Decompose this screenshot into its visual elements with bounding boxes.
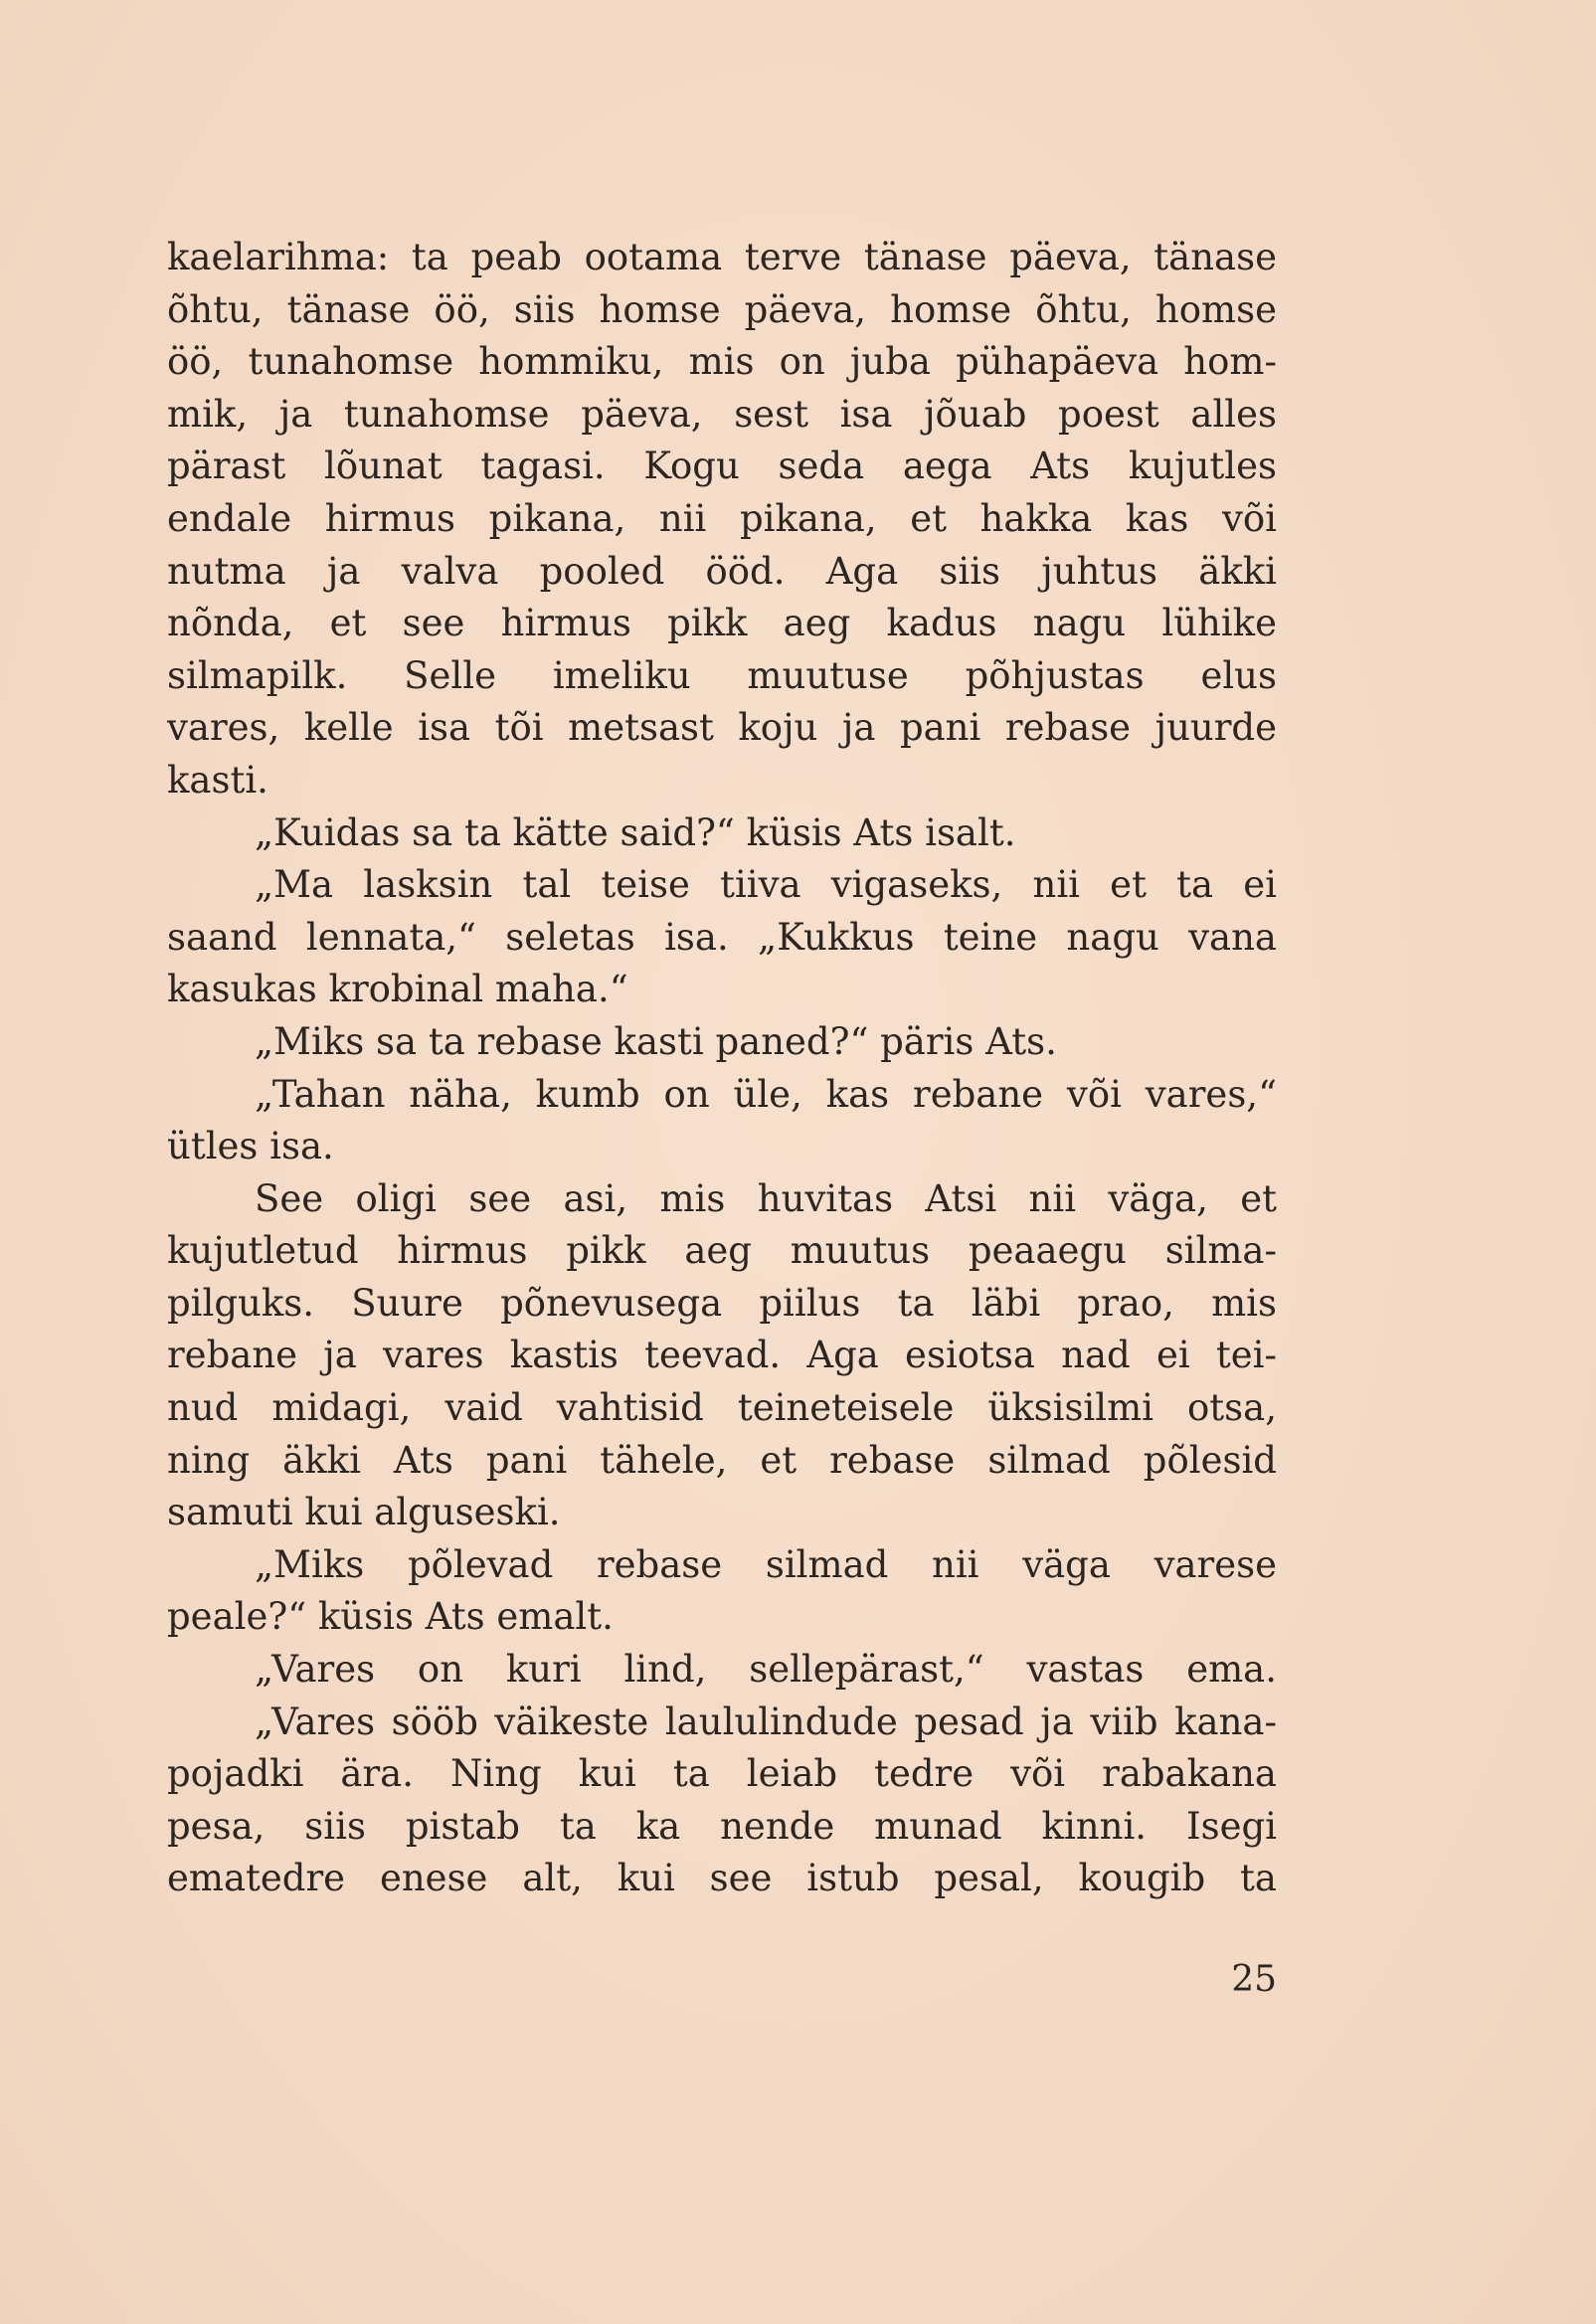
text-line: See oligi see asi, mis huvitas Atsi nii väga, et [255,1176,1277,1220]
text-line: rebane ja vares kastis teevad. Aga esiotsa nad ei tei- [167,1334,1277,1377]
text-line: „Vares sööb väikeste laululindude pesad ja viib kana- [255,1699,1277,1743]
text-line: peale?“ küsis Ats emalt. [167,1595,614,1639]
text-line: õhtu, tänase öö, siis homse päeva, homse õhtu, homse [167,287,1277,331]
text-line: samuti kui alguseski. [167,1491,561,1534]
text-line: pilguks. Suure põnevusega piilus ta läbi prao, mis [167,1281,1277,1325]
text-line: silmapilk. Selle imeliku muutuse põhjustas elus [167,653,1277,697]
text-line: pesa, siis pistab ta ka nende munad kinni. Isegi [167,1804,1277,1848]
text-line: öö, tunahomse hommiku, mis on juba pühapäeva hom- [167,340,1277,384]
body-text [167,232,1277,1905]
text-line: ütles isa. [167,1125,334,1168]
text-line: „Miks põlevad rebase silmad nii väga varese [255,1542,1277,1586]
text-line: mik, ja tunahomse päeva, sest isa jõuab poest alles [167,392,1277,436]
text-line: kasukas krobinal maha.“ [167,968,628,1011]
text-line: „Tahan näha, kumb on üle, kas rebane või vares,“ [255,1072,1277,1116]
text-line: kujutletud hirmus pikk aeg muutus peaaegu silma- [167,1229,1277,1273]
text-line: nõnda, et see hirmus pikk aeg kadus nagu lühike [167,602,1277,645]
text-line: „Miks sa ta rebase kasti paned?“ päris Ats. [255,1019,1057,1063]
text-line: „Kuidas sa ta kätte said?“ küsis Ats isalt. [255,810,1016,854]
page-number: 25 [1231,1959,1277,2000]
text-line: „Ma lasksin tal teise tiiva vigaseks, nii et ta ei [255,863,1277,907]
text-line: „Vares on kuri lind, sellepärast,“ vastas ema. [255,1648,1277,1692]
text-line: nutma ja valva pooled ööd. Aga siis juhtus äkki [167,549,1277,593]
text-line: pärast lõunat tagasi. Kogu seda aega Ats kujutles [167,445,1277,488]
text-line: pojadki ära. Ning kui ta leiab tedre või rabakana [167,1752,1277,1796]
text-line: endale hirmus pikana, nii pikana, et hakka kas või [167,496,1277,540]
text-line: ning äkki Ats pani tähele, et rebase silmad põlesid [167,1438,1277,1482]
text-line: saand lennata,“ seletas isa. „Kukkus teine nagu vana [167,915,1277,959]
text-line: vares, kelle isa tõi metsast koju ja pani rebase juurde [167,706,1277,750]
text-line: nud midagi, vaid vahtisid teineteisele üksisilmi otsa, [167,1386,1277,1430]
text-line: ematedre enese alt, kui see istub pesal, kougib ta [167,1857,1277,1900]
text-line: kasti. [167,758,268,802]
text-line: kaelarihma: ta peab ootama terve tänase päeva, tänase [167,236,1277,278]
